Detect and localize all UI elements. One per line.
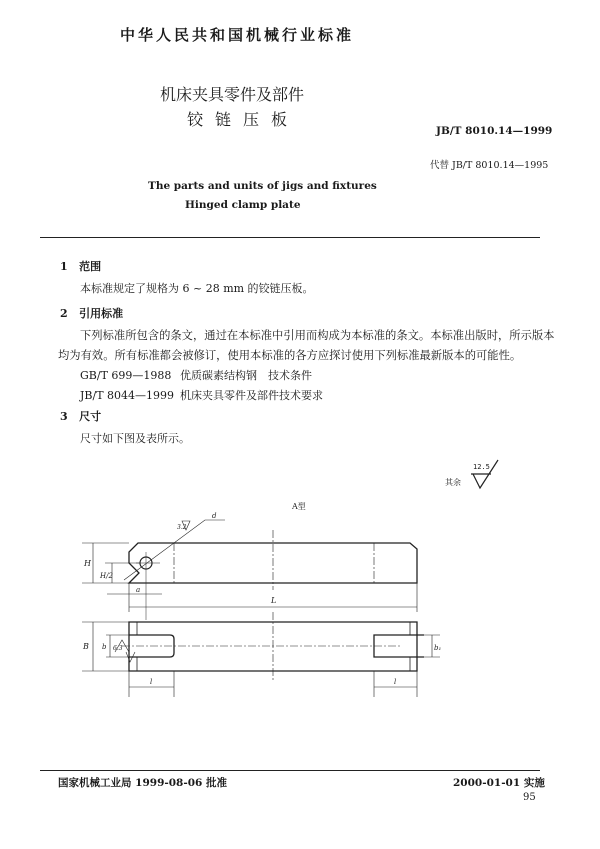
subtitle-cn: 铰链压板 (187, 110, 300, 129)
dim-d: d (212, 512, 217, 520)
title-en: The parts and units of jigs and fixtures (148, 180, 377, 192)
replaces-code: 代替 JB/T 8010.14—1995 (430, 160, 549, 171)
footer-divider (40, 770, 540, 771)
roughness-value: 12.5 (473, 463, 490, 471)
dim-H: H (84, 559, 91, 568)
page-number: 95 (523, 792, 536, 803)
roughness-3-2: 3.2 (177, 524, 187, 531)
section-3-heading: 3 尺寸 (60, 410, 102, 423)
standard-body: 中华人民共和国机械行业标准 (120, 26, 355, 44)
dim-b1: b₁ (434, 644, 442, 652)
roughness-6-3: 6.3 (113, 645, 123, 652)
subtitle-en: Hinged clamp plate (185, 199, 301, 211)
standard-code: JB/T 8010.14—1999 (436, 125, 553, 137)
roughness-symbol-icon (471, 460, 498, 488)
dim-H2: H/2 (100, 572, 113, 580)
dim-l-right: l (394, 678, 397, 686)
reference-2: JB/T 8044—1999 机床夹具零件及部件技术要求 (80, 389, 323, 402)
title-cn: 机床夹具零件及部件 (160, 85, 305, 104)
dim-b: b (102, 643, 107, 651)
section-2-text-1: 下列标准所包含的条文，通过在本标准中引用而构成为本标准的条文。本标准出版时，所示版本 (80, 329, 555, 342)
issuer: 国家机械工业局 1999-08-06 批准 (58, 777, 227, 789)
dim-L: L (271, 596, 277, 605)
section-2-heading: 2 引用标准 (60, 307, 124, 320)
type-label: A型 (292, 502, 306, 511)
reference-1: GB/T 699—1988 优质碳素结构钢 技术条件 (80, 369, 312, 382)
dim-l-left: l (150, 678, 153, 686)
effective-date: 2000-01-01 实施 (453, 777, 545, 789)
section-2-text-2: 均为有效。所有标准都会被修订，使用本标准的各方应探讨使用下列标准最新版本的可能性。 (58, 349, 522, 362)
dim-B: B (83, 642, 89, 651)
section-3-text: 尺寸如下图及表所示。 (80, 432, 190, 445)
section-1-heading: 1 范围 (60, 260, 102, 273)
section-1-text: 本标准规定了规格为 6 ~ 28 mm 的铰链压板。 (80, 282, 314, 295)
dim-a: a (136, 586, 141, 594)
plate-bottom-view (129, 622, 424, 671)
roughness-label: 其余 (445, 478, 461, 487)
